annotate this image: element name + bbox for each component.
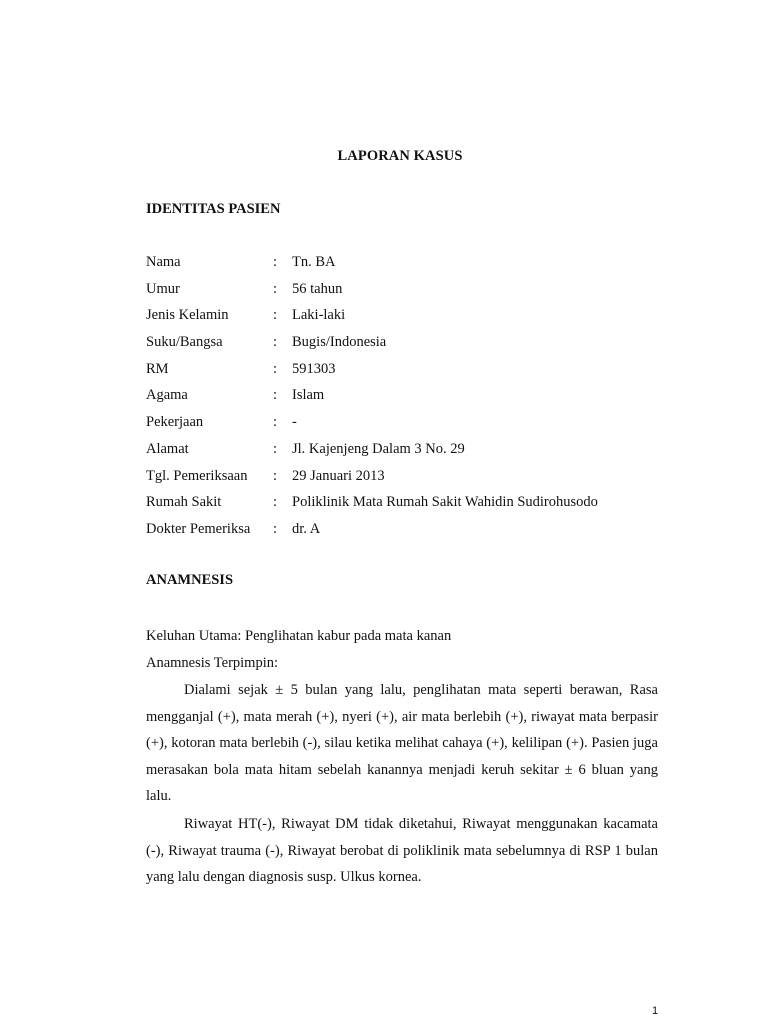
identity-colon: :: [273, 467, 278, 484]
identity-row-rumah-sakit: [146, 492, 666, 519]
identity-value: Tn. BA: [292, 254, 336, 270]
identity-value: 591303: [292, 360, 336, 377]
identity-value: -: [292, 414, 297, 431]
guided-anamnesis-label: Anamnesis Terpimpin:: [146, 654, 279, 671]
identity-value: Jl. Kajenjeng Dalam 3 No. 29: [292, 440, 465, 457]
anamnesis-heading: ANAMNESIS: [146, 572, 234, 588]
identity-value: 29 Januari 2013: [292, 467, 385, 484]
identity-row-agama: [146, 385, 666, 412]
identity-row-rm: [146, 359, 666, 386]
identity-row-jenis-kelamin: [146, 305, 666, 332]
identity-row-tgl-pemeriksaan: [146, 466, 666, 493]
anamnesis-intro: [146, 626, 658, 679]
identity-colon: :: [273, 254, 278, 270]
identity-value: Poliklinik Mata Rumah Sakit Wahidin Sudirohusodo: [292, 494, 598, 511]
identity-colon: :: [273, 387, 278, 404]
identity-row-umur: [146, 279, 666, 306]
identity-row-alamat: [146, 439, 666, 466]
identity-colon: :: [273, 307, 278, 324]
identity-label: Pekerjaan: [146, 414, 204, 431]
identity-row-nama: [146, 252, 666, 279]
identity-value: 56 tahun: [292, 280, 343, 297]
identity-row-suku-bangsa: [146, 332, 666, 359]
anamnesis-paragraph-1: Dialami sejak ± 5 bulan yang lalu, penglihatan mata seperti berawan, Rasa mengganjal (+), mata merah (+), nyeri (+), air mata berlebih (+), riwayat mata berpasir (+), kotoran mata berlebih (-), silau ketika melihat cahaya (+), kelilipan (+). Pasien juga merasakan bola mata hitam sebelah kanannya menjadi keruh sekitar ± 6 bluan yang lalu.: [146, 682, 658, 805]
identity-label: Jenis Kelamin: [146, 307, 229, 324]
identity-label: Dokter Pemeriksa: [146, 520, 251, 537]
identity-label: Alamat: [146, 440, 189, 457]
identity-label: Nama: [146, 254, 181, 270]
identity-table: [146, 252, 666, 546]
identity-value: Bugis/Indonesia: [292, 334, 387, 351]
identity-colon: :: [273, 334, 278, 351]
identity-heading: IDENTITAS PASIEN: [146, 201, 281, 217]
identity-label: Rumah Sakit: [146, 494, 222, 511]
identity-label: Suku/Bangsa: [146, 334, 223, 351]
chief-complaint: Keluhan Utama: Penglihatan kabur pada mata kanan: [146, 628, 452, 644]
identity-label: RM: [146, 360, 169, 377]
identity-value: Islam: [292, 387, 325, 404]
identity-row-pekerjaan: [146, 412, 666, 439]
identity-colon: :: [273, 440, 278, 457]
identity-value: Laki-laki: [292, 307, 346, 324]
anamnesis-paragraph-2: Riwayat HT(-), Riwayat DM tidak diketahui, Riwayat menggunakan kacamata (-), Riwayat trauma (-), Riwayat berobat di poliklinik mata sebelumnya di RSP 1 bulan yang lalu dengan diagnosis susp. Ulkus kornea.: [146, 816, 658, 886]
identity-colon: :: [273, 494, 278, 511]
identity-colon: :: [273, 360, 278, 377]
identity-label: Umur: [146, 280, 180, 297]
identity-value: dr. A: [292, 520, 321, 537]
identity-colon: :: [273, 280, 278, 297]
document-title: LAPORAN KASUS: [337, 148, 463, 164]
identity-colon: :: [273, 414, 278, 431]
identity-label: Tgl. Pemeriksaan: [146, 467, 248, 484]
page-number: 1: [652, 1005, 659, 1017]
identity-row-dokter-pemeriksa: [146, 519, 666, 546]
identity-label: Agama: [146, 387, 188, 404]
identity-colon: :: [273, 520, 278, 537]
